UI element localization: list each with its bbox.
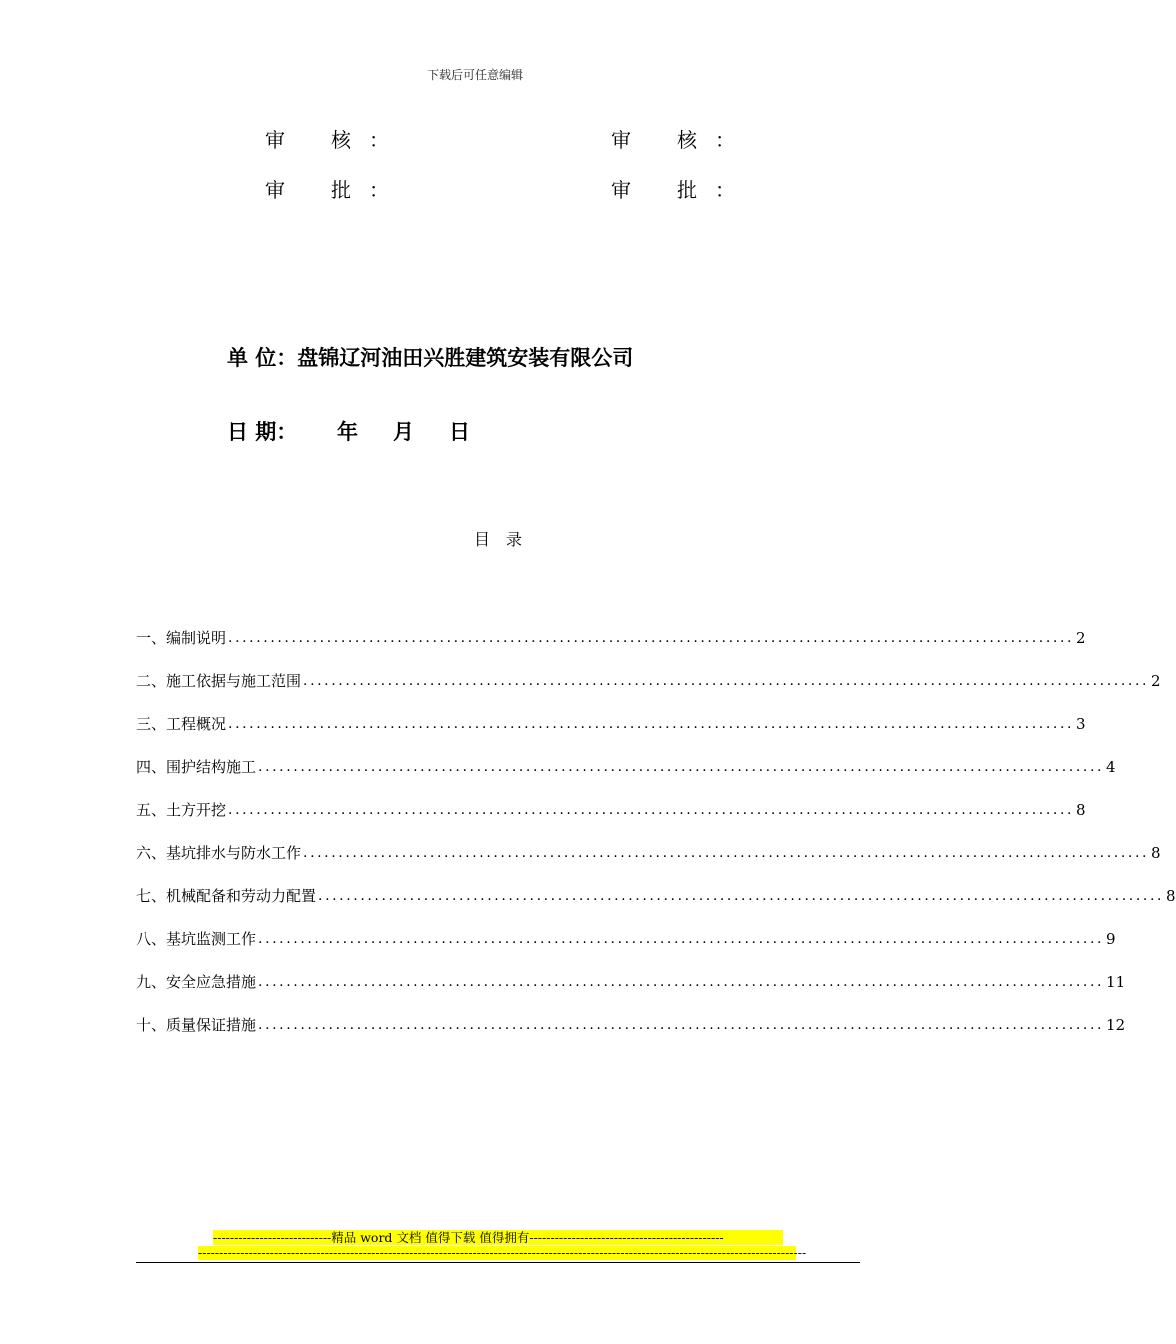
approval-char: 审	[611, 178, 631, 202]
footer-dash-line: ------------------------------------------------------------------------------------------------------------------------------------------------	[198, 1245, 807, 1260]
date-month: 月	[393, 420, 414, 444]
toc-item-page: 11	[1106, 973, 1126, 991]
approval-review-right	[611, 124, 735, 153]
toc-leader: ........................................................................................................................	[228, 716, 1075, 732]
toc-item[interactable]	[136, 647, 1161, 690]
toc-item[interactable]	[136, 991, 1126, 1034]
toc-leader: ........................................................................................................................	[318, 888, 1165, 904]
approval-char: 核	[331, 128, 351, 152]
toc-title-char: 录	[506, 530, 523, 549]
toc-item[interactable]	[136, 604, 1086, 647]
toc-item-label: 五、土方开挖	[136, 801, 227, 819]
toc-leader: ........................................................................................................................	[258, 931, 1105, 947]
toc-leader: ........................................................................................................................	[258, 1017, 1105, 1033]
toc-leader: ........................................................................................................................	[258, 974, 1105, 990]
approval-sign-right	[611, 174, 735, 203]
approval-colon: ：	[715, 178, 735, 202]
toc-item-page: 8	[1151, 844, 1161, 862]
toc-item[interactable]	[136, 776, 1086, 819]
toc-item[interactable]	[136, 819, 1161, 862]
toc-item-label: 四、围护结构施工	[136, 758, 257, 776]
toc-leader: ........................................................................................................................	[303, 845, 1150, 861]
toc-item-label: 九、安全应急措施	[136, 973, 257, 991]
toc-item-page: 4	[1106, 758, 1116, 776]
header-note: 下载后可任意编辑	[426, 68, 523, 82]
toc-leader: ........................................................................................................................	[258, 759, 1105, 775]
footer-divider	[136, 1262, 860, 1263]
approval-char: 审	[265, 128, 285, 152]
toc-item[interactable]	[136, 862, 1176, 905]
toc-item[interactable]	[136, 905, 1116, 948]
toc-title	[474, 527, 522, 550]
approval-colon: ：	[369, 178, 389, 202]
approval-char: 批	[331, 178, 351, 202]
toc-item-page: 12	[1106, 1016, 1126, 1034]
toc-item-label: 七、机械配备和劳动力配置	[136, 887, 317, 905]
approval-char: 批	[677, 178, 697, 202]
approval-sign-left	[265, 174, 389, 203]
date-line	[227, 416, 470, 446]
toc-item[interactable]	[136, 690, 1086, 733]
toc-item-label: 十、质量保证措施	[136, 1016, 257, 1034]
toc-item-page: 2	[1076, 629, 1086, 647]
date-label: 日 期：	[227, 420, 298, 444]
approval-colon: ：	[715, 128, 735, 152]
toc-item-page: 8	[1076, 801, 1086, 819]
toc-item[interactable]	[136, 733, 1116, 776]
toc-leader: ........................................................................................................................	[228, 630, 1075, 646]
footer-banner: ----------------------------精品 word 文档 值得下载 值得拥有----------------------------------------------	[213, 1230, 783, 1245]
date-year: 年	[337, 420, 358, 444]
toc-item-label: 八、基坑监测工作	[136, 930, 257, 948]
toc-item[interactable]	[136, 948, 1126, 991]
toc-item-page: 8	[1166, 887, 1176, 905]
toc-item-page: 2	[1151, 672, 1161, 690]
approval-review-left	[265, 124, 389, 153]
toc-title-char: 目	[474, 530, 491, 549]
toc-item-label: 六、基坑排水与防水工作	[136, 844, 302, 862]
toc-leader: ........................................................................................................................	[303, 673, 1150, 689]
toc-item-label: 三、工程概况	[136, 715, 227, 733]
toc-item-page: 9	[1106, 930, 1116, 948]
date-day: 日	[449, 420, 470, 444]
toc-list	[136, 604, 1176, 1034]
approval-colon: ：	[369, 128, 389, 152]
approval-char: 核	[677, 128, 697, 152]
approval-char: 审	[265, 178, 285, 202]
toc-item-label: 一、编制说明	[136, 629, 227, 647]
approval-char: 审	[611, 128, 631, 152]
toc-item-page: 3	[1076, 715, 1086, 733]
toc-item-label: 二、施工依据与施工范围	[136, 672, 302, 690]
toc-leader: ........................................................................................................................	[228, 802, 1075, 818]
unit-line: 单 位：盘锦辽河油田兴胜建筑安装有限公司	[227, 346, 634, 370]
